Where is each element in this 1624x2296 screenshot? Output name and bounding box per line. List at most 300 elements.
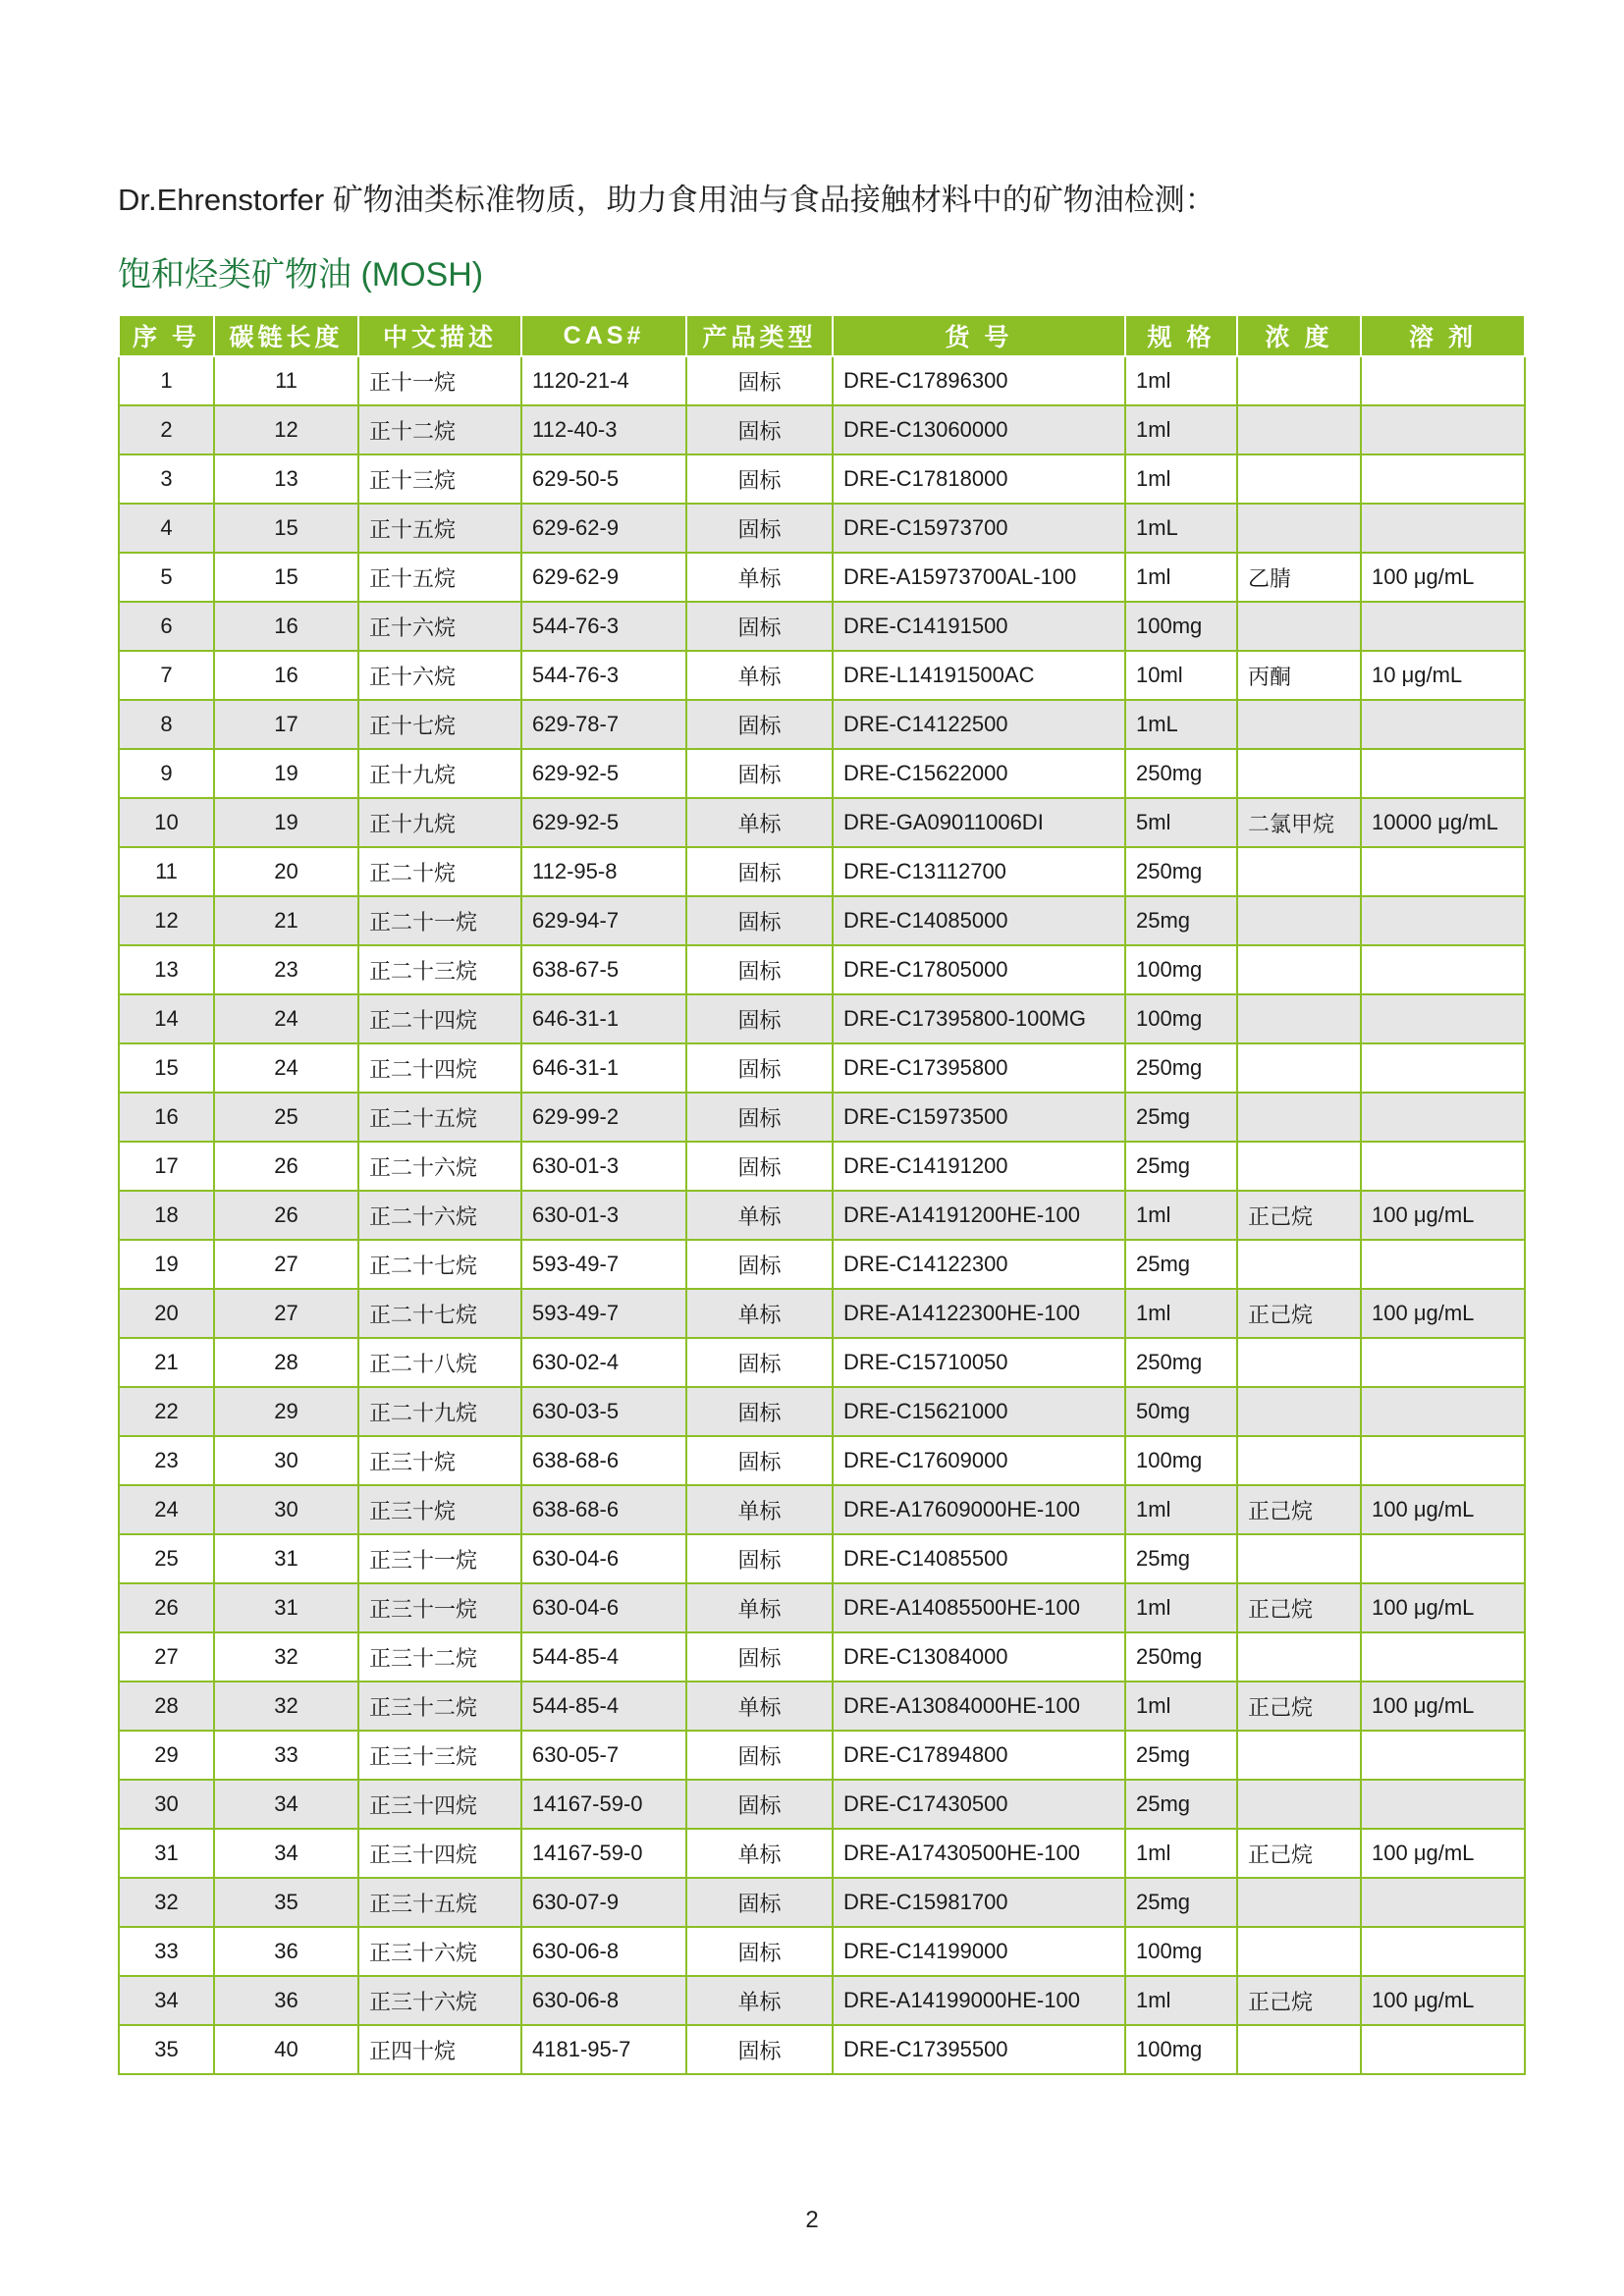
cell-item-number: DRE-C13060000 [833,405,1125,454]
cell-size: 250mg [1125,1632,1237,1682]
cell-cas: 4181-95-7 [521,2025,686,2074]
cell-item-number: DRE-A13084000HE-100 [833,1682,1125,1731]
cell-cas: 646-31-1 [521,994,686,1043]
cell-index: 26 [119,1583,214,1632]
cell-product-type: 固标 [686,602,833,651]
cell-index: 2 [119,405,214,454]
cell-index: 7 [119,651,214,700]
cell-description: 正二十四烷 [358,1043,521,1093]
cell-concentration [1361,1534,1525,1583]
cell-concentration [1361,1632,1525,1682]
cell-product-type: 固标 [686,1043,833,1093]
cell-item-number: DRE-C17395800-100MG [833,994,1125,1043]
table-row [119,945,1525,994]
cell-solvent [1237,356,1361,405]
cell-index: 31 [119,1829,214,1878]
cell-cas: 638-67-5 [521,945,686,994]
cell-cas: 646-31-1 [521,1043,686,1093]
cell-product-type: 单标 [686,1191,833,1240]
cell-size: 5ml [1125,798,1237,847]
cell-chain-length: 26 [214,1142,358,1191]
cell-solvent [1237,1731,1361,1780]
cell-cas: 544-76-3 [521,651,686,700]
table-row [119,1240,1525,1289]
table-row [119,405,1525,454]
cell-description: 正三十烷 [358,1485,521,1534]
cell-chain-length: 11 [214,356,358,405]
cell-solvent: 正己烷 [1237,1829,1361,1878]
cell-solvent [1237,1387,1361,1436]
cell-concentration: 10 μg/mL [1361,651,1525,700]
table-row [119,2025,1525,2074]
cell-solvent: 正己烷 [1237,1485,1361,1534]
cell-chain-length: 26 [214,1191,358,1240]
cell-size: 25mg [1125,1093,1237,1142]
cell-concentration [1361,1436,1525,1485]
cell-solvent [1237,1093,1361,1142]
cell-item-number: DRE-C17395500 [833,2025,1125,2074]
cell-concentration [1361,602,1525,651]
cell-chain-length: 36 [214,1927,358,1976]
table-row [119,504,1525,553]
cell-item-number: DRE-C14191200 [833,1142,1125,1191]
cell-index: 4 [119,504,214,553]
cell-solvent [1237,1534,1361,1583]
cell-size: 250mg [1125,1043,1237,1093]
cell-item-number: DRE-C17805000 [833,945,1125,994]
cell-concentration: 100 μg/mL [1361,1682,1525,1731]
cell-cas: 629-92-5 [521,749,686,798]
cell-description: 正三十一烷 [358,1534,521,1583]
cell-item-number: DRE-C14199000 [833,1927,1125,1976]
cell-solvent: 乙腈 [1237,553,1361,602]
cell-product-type: 固标 [686,2025,833,2074]
cell-solvent: 正己烷 [1237,1682,1361,1731]
table-row [119,356,1525,405]
cell-description: 正二十五烷 [358,1093,521,1142]
cell-product-type: 固标 [686,1534,833,1583]
cell-product-type: 单标 [686,651,833,700]
cell-index: 17 [119,1142,214,1191]
cell-index: 23 [119,1436,214,1485]
cell-index: 18 [119,1191,214,1240]
header-cell: CAS# [521,315,686,356]
cell-concentration: 100 μg/mL [1361,553,1525,602]
cell-index: 19 [119,1240,214,1289]
table-row [119,1289,1525,1338]
cell-description: 正二十六烷 [358,1142,521,1191]
header-cell: 序 号 [119,315,214,356]
cell-item-number: DRE-C15621000 [833,1387,1125,1436]
cell-description: 正三十三烷 [358,1731,521,1780]
cell-size: 1ml [1125,553,1237,602]
cell-description: 正三十二烷 [358,1632,521,1682]
cell-size: 100mg [1125,945,1237,994]
cell-chain-length: 16 [214,651,358,700]
product-table [118,314,1526,2075]
cell-product-type: 固标 [686,1142,833,1191]
cell-index: 35 [119,2025,214,2074]
cell-solvent [1237,1043,1361,1093]
cell-solvent: 二氯甲烷 [1237,798,1361,847]
cell-cas: 630-06-8 [521,1976,686,2025]
cell-product-type: 固标 [686,1731,833,1780]
cell-product-type: 单标 [686,1829,833,1878]
cell-size: 1ml [1125,1682,1237,1731]
cell-item-number: DRE-A14191200HE-100 [833,1191,1125,1240]
cell-index: 14 [119,994,214,1043]
cell-product-type: 单标 [686,1976,833,2025]
cell-concentration: 100 μg/mL [1361,1191,1525,1240]
cell-size: 250mg [1125,847,1237,896]
cell-solvent: 丙酮 [1237,651,1361,700]
cell-description: 正二十一烷 [358,896,521,945]
cell-chain-length: 12 [214,405,358,454]
cell-solvent [1237,1240,1361,1289]
cell-concentration [1361,1142,1525,1191]
cell-size: 250mg [1125,1338,1237,1387]
cell-product-type: 固标 [686,454,833,504]
table-row [119,1976,1525,2025]
table-row [119,1338,1525,1387]
header-cell: 中文描述 [358,315,521,356]
cell-product-type: 固标 [686,1093,833,1142]
cell-size: 100mg [1125,1927,1237,1976]
cell-index: 6 [119,602,214,651]
cell-index: 21 [119,1338,214,1387]
cell-cas: 1120-21-4 [521,356,686,405]
cell-product-type: 单标 [686,1289,833,1338]
cell-chain-length: 13 [214,454,358,504]
table-row [119,749,1525,798]
cell-description: 正二十八烷 [358,1338,521,1387]
cell-cas: 544-85-4 [521,1682,686,1731]
cell-solvent [1237,1780,1361,1829]
table-row [119,1682,1525,1731]
cell-solvent [1237,1632,1361,1682]
cell-product-type: 固标 [686,945,833,994]
cell-chain-length: 30 [214,1436,358,1485]
cell-concentration [1361,1387,1525,1436]
cell-index: 16 [119,1093,214,1142]
cell-description: 正二十六烷 [358,1191,521,1240]
cell-chain-length: 40 [214,2025,358,2074]
cell-item-number: DRE-C17395800 [833,1043,1125,1093]
table-row [119,994,1525,1043]
cell-chain-length: 34 [214,1829,358,1878]
cell-index: 24 [119,1485,214,1534]
cell-size: 1mL [1125,700,1237,749]
cell-concentration [1361,1093,1525,1142]
cell-concentration: 100 μg/mL [1361,1583,1525,1632]
cell-cas: 14167-59-0 [521,1829,686,1878]
cell-solvent [1237,749,1361,798]
table-row [119,798,1525,847]
cell-size: 1ml [1125,1829,1237,1878]
cell-description: 正二十七烷 [358,1289,521,1338]
cell-concentration [1361,749,1525,798]
table-row [119,553,1525,602]
cell-chain-length: 32 [214,1632,358,1682]
cell-item-number: DRE-A14199000HE-100 [833,1976,1125,2025]
cell-size: 50mg [1125,1387,1237,1436]
cell-chain-length: 24 [214,1043,358,1093]
cell-item-number: DRE-C14122500 [833,700,1125,749]
cell-solvent [1237,994,1361,1043]
cell-product-type: 单标 [686,553,833,602]
cell-product-type: 固标 [686,1927,833,1976]
cell-product-type: 固标 [686,1436,833,1485]
cell-cas: 629-50-5 [521,454,686,504]
cell-description: 正十二烷 [358,405,521,454]
cell-chain-length: 25 [214,1093,358,1142]
table-row [119,1780,1525,1829]
cell-solvent [1237,2025,1361,2074]
cell-size: 10ml [1125,651,1237,700]
cell-chain-length: 15 [214,504,358,553]
cell-solvent [1237,700,1361,749]
cell-concentration [1361,945,1525,994]
cell-description: 正三十四烷 [358,1829,521,1878]
cell-description: 正十六烷 [358,602,521,651]
cell-cas: 630-02-4 [521,1338,686,1387]
cell-index: 9 [119,749,214,798]
cell-size: 25mg [1125,1240,1237,1289]
cell-cas: 629-62-9 [521,553,686,602]
cell-item-number: DRE-C17894800 [833,1731,1125,1780]
cell-product-type: 固标 [686,994,833,1043]
cell-index: 25 [119,1534,214,1583]
cell-description: 正十六烷 [358,651,521,700]
cell-product-type: 固标 [686,1240,833,1289]
cell-solvent [1237,504,1361,553]
cell-size: 1mL [1125,504,1237,553]
cell-item-number: DRE-GA09011006DI [833,798,1125,847]
table-row [119,1485,1525,1534]
cell-size: 100mg [1125,1436,1237,1485]
table-row [119,1043,1525,1093]
header-cell: 规 格 [1125,315,1237,356]
cell-index: 28 [119,1682,214,1731]
cell-solvent: 正己烷 [1237,1976,1361,2025]
cell-index: 1 [119,356,214,405]
cell-item-number: DRE-C14085000 [833,896,1125,945]
header-cell: 浓 度 [1237,315,1361,356]
cell-size: 250mg [1125,749,1237,798]
cell-solvent [1237,602,1361,651]
cell-item-number: DRE-C17609000 [833,1436,1125,1485]
cell-chain-length: 36 [214,1976,358,2025]
cell-size: 100mg [1125,994,1237,1043]
cell-product-type: 固标 [686,356,833,405]
cell-product-type: 单标 [686,798,833,847]
cell-chain-length: 27 [214,1289,358,1338]
cell-index: 13 [119,945,214,994]
cell-chain-length: 27 [214,1240,358,1289]
cell-index: 8 [119,700,214,749]
cell-item-number: DRE-A15973700AL-100 [833,553,1125,602]
cell-solvent [1237,1436,1361,1485]
cell-cas: 630-04-6 [521,1534,686,1583]
cell-description: 正二十七烷 [358,1240,521,1289]
cell-description: 正三十烷 [358,1436,521,1485]
cell-size: 25mg [1125,896,1237,945]
cell-size: 25mg [1125,1731,1237,1780]
cell-concentration [1361,847,1525,896]
cell-chain-length: 28 [214,1338,358,1387]
cell-size: 100mg [1125,602,1237,651]
cell-item-number: DRE-C13084000 [833,1632,1125,1682]
cell-index: 5 [119,553,214,602]
table-row [119,1632,1525,1682]
cell-solvent [1237,896,1361,945]
cell-chain-length: 16 [214,602,358,651]
cell-item-number: DRE-C17430500 [833,1780,1125,1829]
cell-concentration [1361,1780,1525,1829]
cell-product-type: 固标 [686,847,833,896]
table-row [119,700,1525,749]
cell-concentration [1361,1043,1525,1093]
cell-description: 正二十烷 [358,847,521,896]
cell-description: 正三十二烷 [358,1682,521,1731]
cell-item-number: DRE-C17818000 [833,454,1125,504]
cell-size: 1ml [1125,405,1237,454]
cell-cas: 629-99-2 [521,1093,686,1142]
table-row [119,1731,1525,1780]
intro-text: Dr.Ehrenstorfer 矿物油类标准物质，助力食用油与食品接触材料中的矿物油检测： [118,183,1216,217]
cell-cas: 544-76-3 [521,602,686,651]
cell-description: 正十五烷 [358,504,521,553]
cell-product-type: 固标 [686,1780,833,1829]
cell-chain-length: 31 [214,1583,358,1632]
cell-item-number: DRE-C14085500 [833,1534,1125,1583]
table-row [119,1927,1525,1976]
cell-description: 正十九烷 [358,749,521,798]
cell-concentration [1361,356,1525,405]
cell-description: 正三十一烷 [358,1583,521,1632]
cell-size: 100mg [1125,2025,1237,2074]
cell-chain-length: 17 [214,700,358,749]
cell-description: 正二十九烷 [358,1387,521,1436]
cell-solvent [1237,1142,1361,1191]
table-row [119,896,1525,945]
cell-index: 34 [119,1976,214,2025]
cell-item-number: DRE-L14191500AC [833,651,1125,700]
cell-item-number: DRE-A14085500HE-100 [833,1583,1125,1632]
cell-description: 正二十三烷 [358,945,521,994]
cell-size: 25mg [1125,1878,1237,1927]
cell-concentration [1361,2025,1525,2074]
cell-chain-length: 19 [214,749,358,798]
cell-concentration [1361,1927,1525,1976]
cell-description: 正四十烷 [358,2025,521,2074]
table-row [119,1191,1525,1240]
cell-concentration [1361,1878,1525,1927]
cell-description: 正三十五烷 [358,1878,521,1927]
cell-item-number: DRE-C14191500 [833,602,1125,651]
header-cell: 产品类型 [686,315,833,356]
cell-product-type: 固标 [686,896,833,945]
cell-description: 正十三烷 [358,454,521,504]
cell-product-type: 单标 [686,1583,833,1632]
cell-cas: 593-49-7 [521,1289,686,1338]
cell-cas: 629-78-7 [521,700,686,749]
cell-description: 正十九烷 [358,798,521,847]
cell-item-number: DRE-C15973500 [833,1093,1125,1142]
cell-description: 正二十四烷 [358,994,521,1043]
cell-concentration: 100 μg/mL [1361,1976,1525,2025]
cell-chain-length: 32 [214,1682,358,1731]
cell-index: 15 [119,1043,214,1093]
cell-chain-length: 24 [214,994,358,1043]
cell-solvent [1237,1927,1361,1976]
cell-concentration [1361,1731,1525,1780]
cell-product-type: 固标 [686,1387,833,1436]
cell-index: 11 [119,847,214,896]
table-row [119,1534,1525,1583]
cell-concentration [1361,405,1525,454]
cell-cas: 544-85-4 [521,1632,686,1682]
cell-item-number: DRE-C15973700 [833,504,1125,553]
cell-cas: 629-92-5 [521,798,686,847]
cell-cas: 630-01-3 [521,1191,686,1240]
cell-description: 正三十六烷 [358,1927,521,1976]
cell-solvent: 正己烷 [1237,1583,1361,1632]
cell-index: 33 [119,1927,214,1976]
cell-index: 10 [119,798,214,847]
cell-product-type: 固标 [686,749,833,798]
cell-item-number: DRE-C13112700 [833,847,1125,896]
cell-concentration: 10000 μg/mL [1361,798,1525,847]
header-cell: 溶 剂 [1361,315,1525,356]
cell-size: 1ml [1125,1289,1237,1338]
cell-product-type: 单标 [686,1682,833,1731]
table-row [119,1093,1525,1142]
cell-item-number: DRE-C15981700 [833,1878,1125,1927]
cell-item-number: DRE-A17430500HE-100 [833,1829,1125,1878]
cell-chain-length: 33 [214,1731,358,1780]
cell-item-number: DRE-A14122300HE-100 [833,1289,1125,1338]
cell-chain-length: 20 [214,847,358,896]
table-row [119,847,1525,896]
cell-cas: 112-40-3 [521,405,686,454]
cell-item-number: DRE-C15710050 [833,1338,1125,1387]
table-row [119,1878,1525,1927]
cell-cas: 630-01-3 [521,1142,686,1191]
cell-chain-length: 30 [214,1485,358,1534]
cell-concentration [1361,896,1525,945]
cell-chain-length: 34 [214,1780,358,1829]
cell-cas: 629-94-7 [521,896,686,945]
cell-chain-length: 19 [214,798,358,847]
section-title: 饱和烃类矿物油 (MOSH) [118,256,484,294]
cell-size: 25mg [1125,1534,1237,1583]
table-header-row [119,315,1525,356]
cell-product-type: 固标 [686,1878,833,1927]
cell-chain-length: 23 [214,945,358,994]
cell-solvent [1237,405,1361,454]
cell-cas: 14167-59-0 [521,1780,686,1829]
cell-concentration [1361,1240,1525,1289]
cell-size: 25mg [1125,1142,1237,1191]
cell-cas: 638-68-6 [521,1436,686,1485]
cell-description: 正三十六烷 [358,1976,521,2025]
cell-item-number: DRE-C17896300 [833,356,1125,405]
cell-size: 1ml [1125,1191,1237,1240]
cell-cas: 638-68-6 [521,1485,686,1534]
table-row [119,1583,1525,1632]
cell-chain-length: 29 [214,1387,358,1436]
